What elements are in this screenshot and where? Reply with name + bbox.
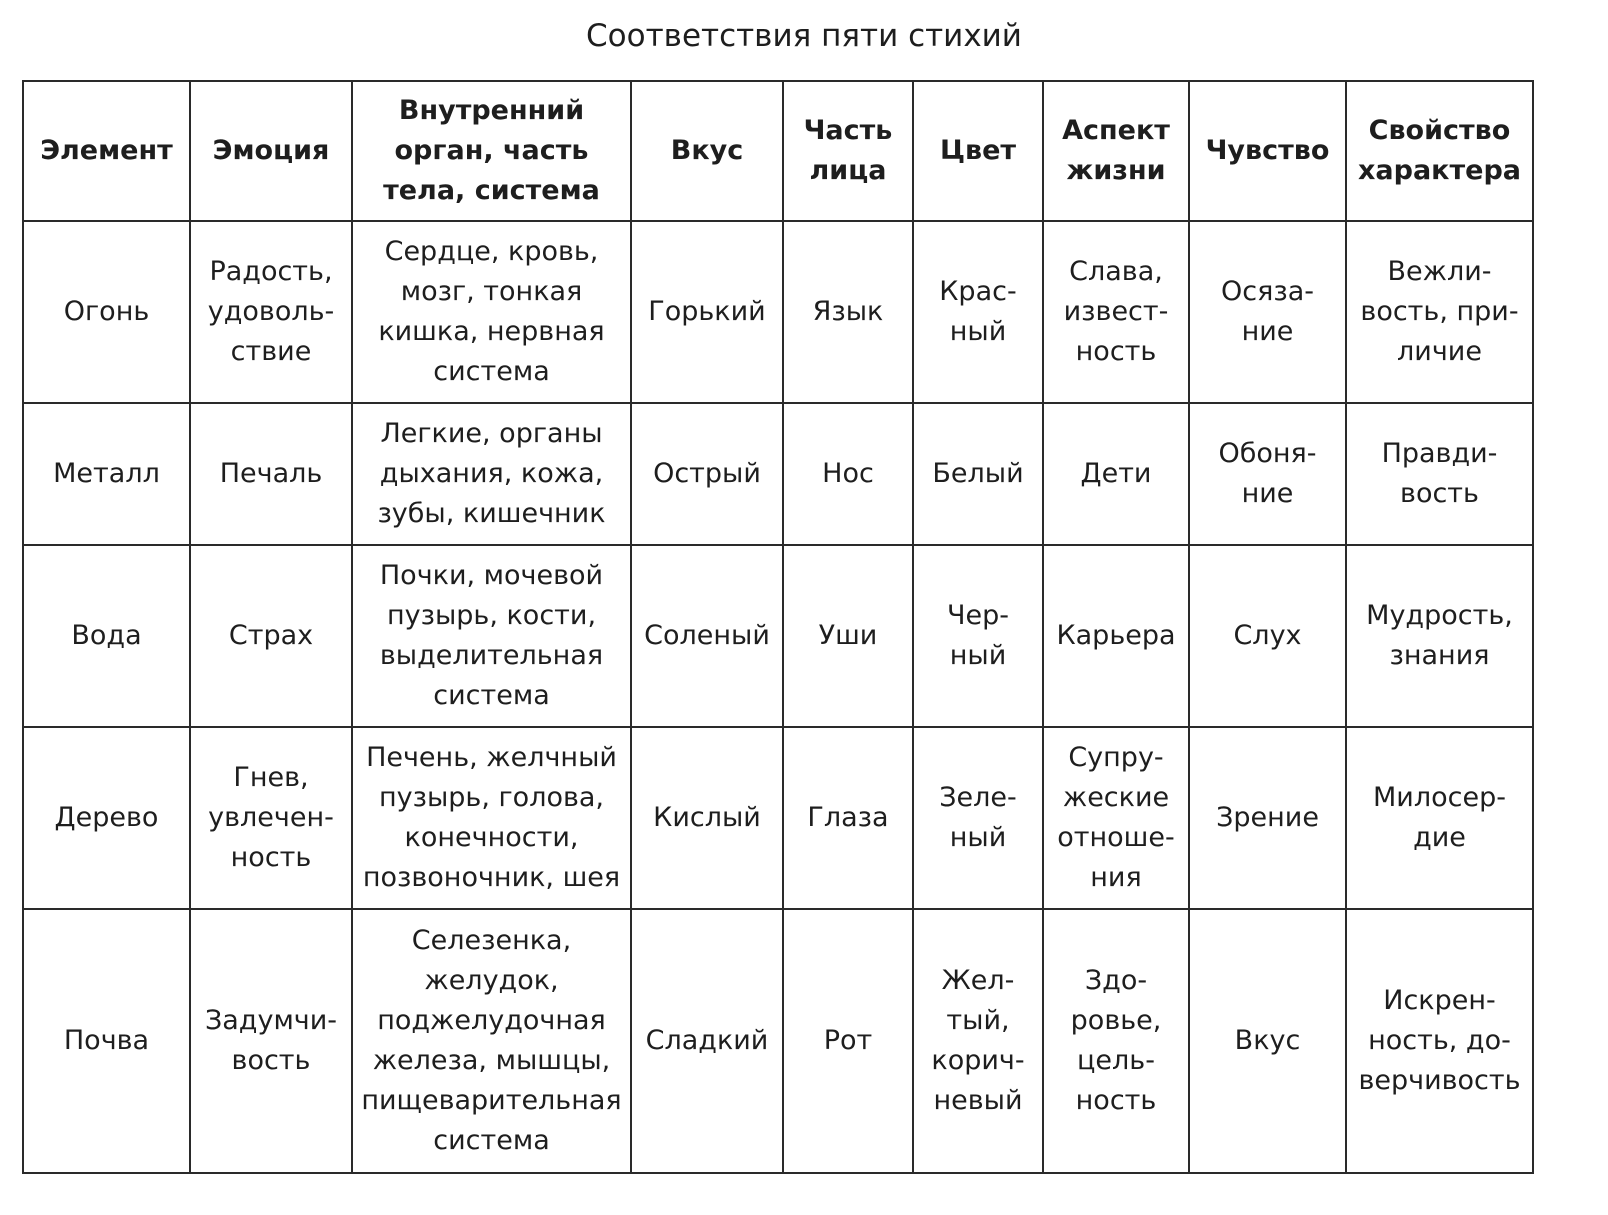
cell-text: желудок, [424,965,559,996]
cell-sense [1189,909,1346,1173]
page-title: Соответствия пяти стихий [586,18,1022,54]
cell-text: Почва [63,1025,150,1056]
cell-text: поджелудочная [377,1005,606,1036]
cell-face-part [783,909,913,1173]
correspondence-table [22,80,1534,1174]
cell-text: ный [949,640,1007,671]
cell-color [913,221,1043,403]
cell-emotion [190,403,352,545]
cell-color [913,727,1043,909]
header-text: Вкус [670,135,744,166]
cell-text: конечности, [404,822,579,853]
cell-text: личие [1397,336,1482,367]
cell-organ [352,727,631,909]
cell-text: вость [1400,478,1479,509]
cell-text: Милосер- [1373,782,1506,813]
cell-face-part [783,403,913,545]
cell-text: Здо- [1084,965,1148,996]
cell-text: Соленый [644,620,770,651]
cell-organ [352,221,631,403]
cell-text: Кислый [653,802,761,833]
table-row-metal [23,403,1533,545]
table-row-wood [23,727,1533,909]
cell-text: Крас- [939,276,1017,307]
cell-element [23,909,190,1173]
cell-text: выделительная [379,640,604,671]
cell-text: ровье, [1070,1005,1162,1036]
cell-text: позвоночник, шея [362,862,621,893]
cell-sense [1189,545,1346,727]
cell-face-part [783,727,913,909]
cell-text: Чер- [946,600,1009,631]
cell-taste [631,221,783,403]
header-text: орган, часть [394,135,589,166]
cell-text: Дети [1080,458,1152,489]
cell-organ [352,909,631,1173]
cell-text: система [433,1125,550,1156]
header-face-part [783,81,913,221]
header-character-trait [1346,81,1533,221]
cell-text: кишка, нервная [378,316,605,347]
cell-text: Металл [53,458,160,489]
table-row-fire [23,221,1533,403]
header-text: Элемент [40,135,173,166]
cell-life-aspect [1043,545,1189,727]
cell-color [913,545,1043,727]
cell-text: пузырь, кости, [386,600,597,631]
cell-face-part [783,221,913,403]
cell-text: корич- [931,1045,1025,1076]
header-text: характера [1357,155,1521,186]
cell-sense [1189,727,1346,909]
cell-taste [631,403,783,545]
cell-text: Огонь [63,296,150,327]
cell-text: дие [1413,822,1466,853]
cell-text: дыхания, кожа, [379,458,604,489]
cell-text: Горький [648,296,766,327]
header-text: Цвет [939,135,1017,166]
cell-character-trait [1346,727,1533,909]
cell-text: Задумчи- [204,1005,338,1036]
header-life-aspect [1043,81,1189,221]
cell-face-part [783,545,913,727]
cell-text: верчивость [1358,1065,1521,1096]
cell-text: ние [1241,316,1294,347]
header-taste [631,81,783,221]
cell-character-trait [1346,221,1533,403]
cell-text: Вода [71,620,142,651]
cell-text: Дерево [54,802,159,833]
header-row [23,81,1533,221]
cell-emotion [190,221,352,403]
cell-text: ния [1090,862,1142,893]
header-text: Чувство [1205,135,1330,166]
cell-text: тый, [946,1005,1010,1036]
cell-text: Мудрость, [1366,600,1513,631]
cell-text: отноше- [1057,822,1175,853]
cell-character-trait [1346,403,1533,545]
header-text: лица [809,155,887,186]
cell-color [913,909,1043,1173]
table-row-water [23,545,1533,727]
cell-text: Сладкий [645,1025,769,1056]
cell-text: Печаль [219,458,323,489]
cell-text: Гнев, [233,762,309,793]
cell-text: Правди- [1381,438,1498,469]
cell-emotion [190,545,352,727]
cell-element [23,545,190,727]
cell-text: Печень, желчный [366,742,617,773]
cell-life-aspect [1043,221,1189,403]
cell-text: Вкус [1234,1025,1301,1056]
cell-text: вость, при- [1360,296,1519,327]
cell-text: Искрен- [1383,985,1496,1016]
header-text: Свойство [1368,115,1511,146]
cell-text: Слава, [1069,256,1163,287]
header-emotion [190,81,352,221]
cell-text: Зеле- [939,782,1017,813]
header-text: Аспект [1062,115,1170,146]
cell-text: система [433,356,550,387]
cell-text: Сердце, кровь, [384,236,599,267]
header-organ [352,81,631,221]
cell-taste [631,727,783,909]
cell-element [23,727,190,909]
cell-life-aspect [1043,909,1189,1173]
cell-text: железа, мышцы, [372,1045,611,1076]
cell-text: жеские [1062,782,1170,813]
cell-text: Обоня- [1218,438,1317,469]
cell-text: пузырь, голова, [378,782,605,813]
cell-text: увлечен- [208,802,334,833]
header-text: Внутренний [398,95,585,126]
cell-text: Супру- [1068,742,1164,773]
cell-text: Жел- [941,965,1015,996]
cell-text: Карьера [1056,620,1176,651]
cell-text: Зрение [1216,802,1319,833]
cell-text: Страх [228,620,314,651]
cell-text: ность [1075,1085,1157,1116]
cell-taste [631,909,783,1173]
cell-text: ный [949,822,1007,853]
cell-text: извест- [1063,296,1169,327]
cell-emotion [190,727,352,909]
cell-character-trait [1346,909,1533,1173]
cell-life-aspect [1043,403,1189,545]
cell-text: Легкие, органы [380,418,603,449]
cell-text: ствие [230,336,312,367]
header-text: тела, система [383,175,600,206]
cell-text: Язык [812,296,884,327]
cell-emotion [190,909,352,1173]
cell-text: ние [1241,478,1294,509]
cell-text: Уши [818,620,878,651]
cell-text: Селезенка, [411,925,572,956]
cell-text: Глаза [807,802,889,833]
cell-sense [1189,221,1346,403]
header-sense [1189,81,1346,221]
cell-text: вость [231,1045,311,1076]
cell-organ [352,403,631,545]
cell-text: Нос [822,458,874,489]
cell-text: Белый [932,458,1024,489]
header-text: Часть [803,115,893,146]
cell-text: ность [1075,336,1157,367]
cell-sense [1189,403,1346,545]
cell-text: Слух [1233,620,1302,651]
cell-taste [631,545,783,727]
cell-element [23,221,190,403]
cell-character-trait [1346,545,1533,727]
cell-text: зубы, кишечник [377,498,606,529]
table-row-earth [23,909,1533,1173]
cell-text: система [433,680,550,711]
cell-element [23,403,190,545]
cell-text: Рот [823,1025,873,1056]
cell-text: Вежли- [1387,256,1492,287]
cell-text: Радость, [209,256,333,287]
cell-color [913,403,1043,545]
cell-text: Почки, мочевой [379,560,604,591]
cell-text: знания [1389,640,1490,671]
header-element [23,81,190,221]
cell-text: Осяза- [1221,276,1314,307]
cell-text: цель- [1077,1045,1155,1076]
cell-text: Острый [653,458,761,489]
cell-organ [352,545,631,727]
cell-text: мозг, тонкая [400,276,583,307]
cell-text: удоволь- [207,296,335,327]
header-color [913,81,1043,221]
cell-text: ность, до- [1368,1025,1511,1056]
cell-text: невый [933,1085,1023,1116]
cell-text: ность [230,842,312,873]
header-text: Эмоция [212,135,330,166]
cell-life-aspect [1043,727,1189,909]
cell-text: пищеварительная [361,1085,622,1116]
header-text: жизни [1066,155,1166,186]
cell-text: ный [949,316,1007,347]
